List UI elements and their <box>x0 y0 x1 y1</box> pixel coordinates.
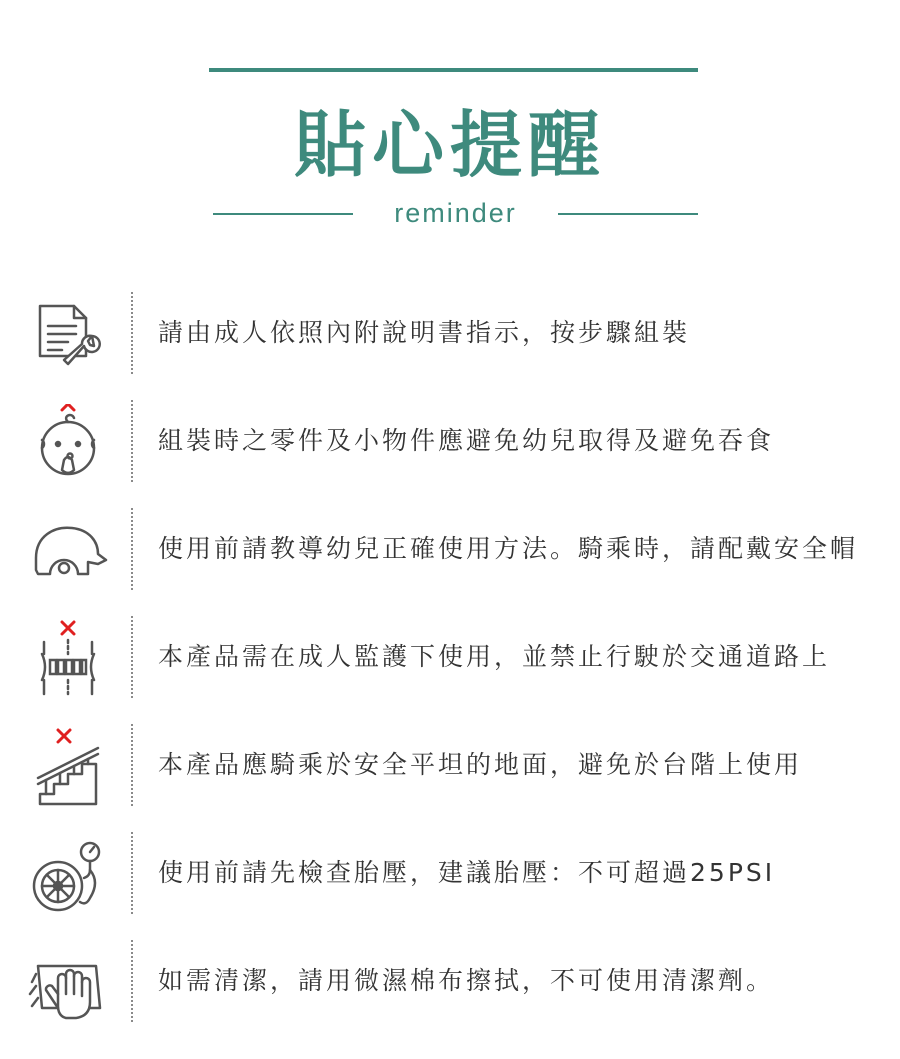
reminder-text: 本產品需在成人監護下使用，並禁止行駛於交通道路上 <box>158 642 831 671</box>
tire-pressure-icon <box>28 836 108 916</box>
row-divider <box>131 724 133 806</box>
row-divider <box>131 400 133 482</box>
reminder-item-small-parts <box>0 396 900 504</box>
row-divider <box>131 940 133 1022</box>
helmet-icon <box>28 512 108 592</box>
reminder-text: 如需清潔，請用微濕棉布擦拭，不可使用清潔劑。 <box>158 966 775 995</box>
row-divider <box>131 832 133 914</box>
row-divider <box>131 616 133 698</box>
no-road-icon <box>28 620 108 700</box>
hand-cloth-icon <box>28 944 108 1024</box>
no-stairs-icon <box>28 728 108 808</box>
reminder-item-no-stairs <box>0 720 900 828</box>
reminder-item-tire-pressure <box>0 828 900 936</box>
page-subtitle: reminder <box>394 198 517 228</box>
row-divider <box>131 508 133 590</box>
reminder-item-helmet <box>0 504 900 612</box>
reminder-text: 本產品應騎乘於安全平坦的地面，避免於台階上使用 <box>158 750 803 779</box>
row-divider <box>131 292 133 374</box>
reminder-text: 組裝時之零件及小物件應避免幼兒取得及避免吞食 <box>158 426 775 455</box>
reminder-text: 請由成人依照內附說明書指示，按步驟組裝 <box>158 318 691 347</box>
subtitle-rule-left <box>213 213 353 215</box>
baby-no-swallow-icon <box>28 404 108 484</box>
reminder-text: 使用前請先檢查胎壓，建議胎壓：不可超過25PSI <box>158 858 776 887</box>
page-title: 貼心提醒 <box>293 103 606 187</box>
top-rule <box>209 68 698 72</box>
reminder-text: 使用前請教導幼兒正確使用方法。騎乘時，請配戴安全帽 <box>158 534 859 563</box>
subtitle-rule-right <box>558 213 698 215</box>
reminder-item-no-road <box>0 612 900 720</box>
reminder-item-assembly <box>0 288 900 396</box>
document-wrench-icon <box>28 296 108 376</box>
reminder-item-cleaning <box>0 936 900 1044</box>
